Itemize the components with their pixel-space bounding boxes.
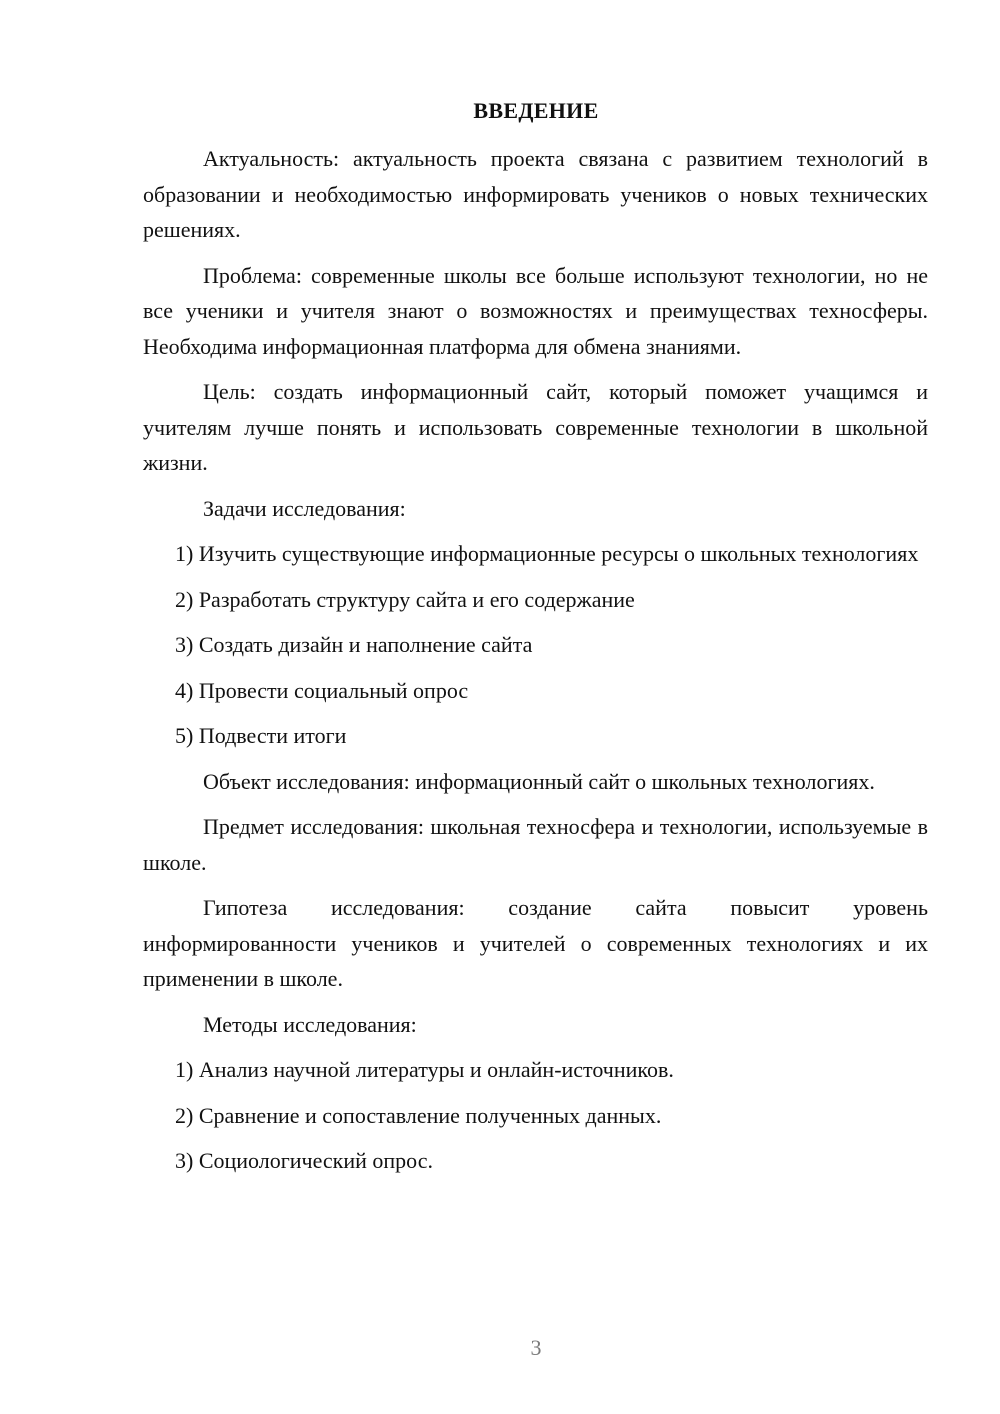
goal-paragraph: Цель: создать информационный сайт, который поможет учащимся и учителям лучше понять и использовать современные технологии в школьной жизни.: [143, 379, 928, 475]
task-item: 1) Изучить существующие информационные ресурсы о школьных технологиях: [175, 541, 919, 566]
document-body: [143, 141, 928, 1189]
hypothesis-paragraph: Гипотеза исследования: создание сайта повысит уровень информированности учеников и учителей о современных технологиях и их применении в школе.: [143, 895, 928, 991]
page-number: 3: [530, 1335, 542, 1360]
methods-title: Методы исследования:: [203, 1011, 417, 1037]
subject-paragraph: Предмет исследования: школьная техносфера и технологии, используемые в школе.: [143, 814, 928, 875]
method-item: 3) Социологический опрос.: [175, 1148, 433, 1173]
task-item: 2) Разработать структуру сайта и его содержание: [175, 586, 635, 612]
problem-paragraph: Проблема: современные школы все больше используют технологии, но не все ученики и учителя знают о возможностях и преимуществах техносферы. Необходима информационная платформа для обмена знаниями.: [143, 262, 928, 359]
task-item: 5) Подвести итоги: [175, 723, 347, 748]
task-item: 3) Создать дизайн и наполнение сайта: [175, 632, 533, 657]
task-item: 4) Провести социальный опрос: [175, 677, 469, 703]
object-paragraph: Объект исследования: информационный сайт о школьных технологиях.: [203, 768, 875, 794]
method-item: 1) Анализ научной литературы и онлайн-источников.: [175, 1057, 674, 1082]
relevance-paragraph: Актуальность: актуальность проекта связана с развитием технологий в образовании и необходимостью информировать учеников о новых технических решениях.: [143, 146, 928, 242]
section-heading: ВВЕДЕНИЕ: [473, 98, 599, 123]
method-item: 2) Сравнение и сопоставление полученных данных.: [175, 1102, 662, 1128]
tasks-title: Задачи исследования:: [203, 495, 406, 521]
